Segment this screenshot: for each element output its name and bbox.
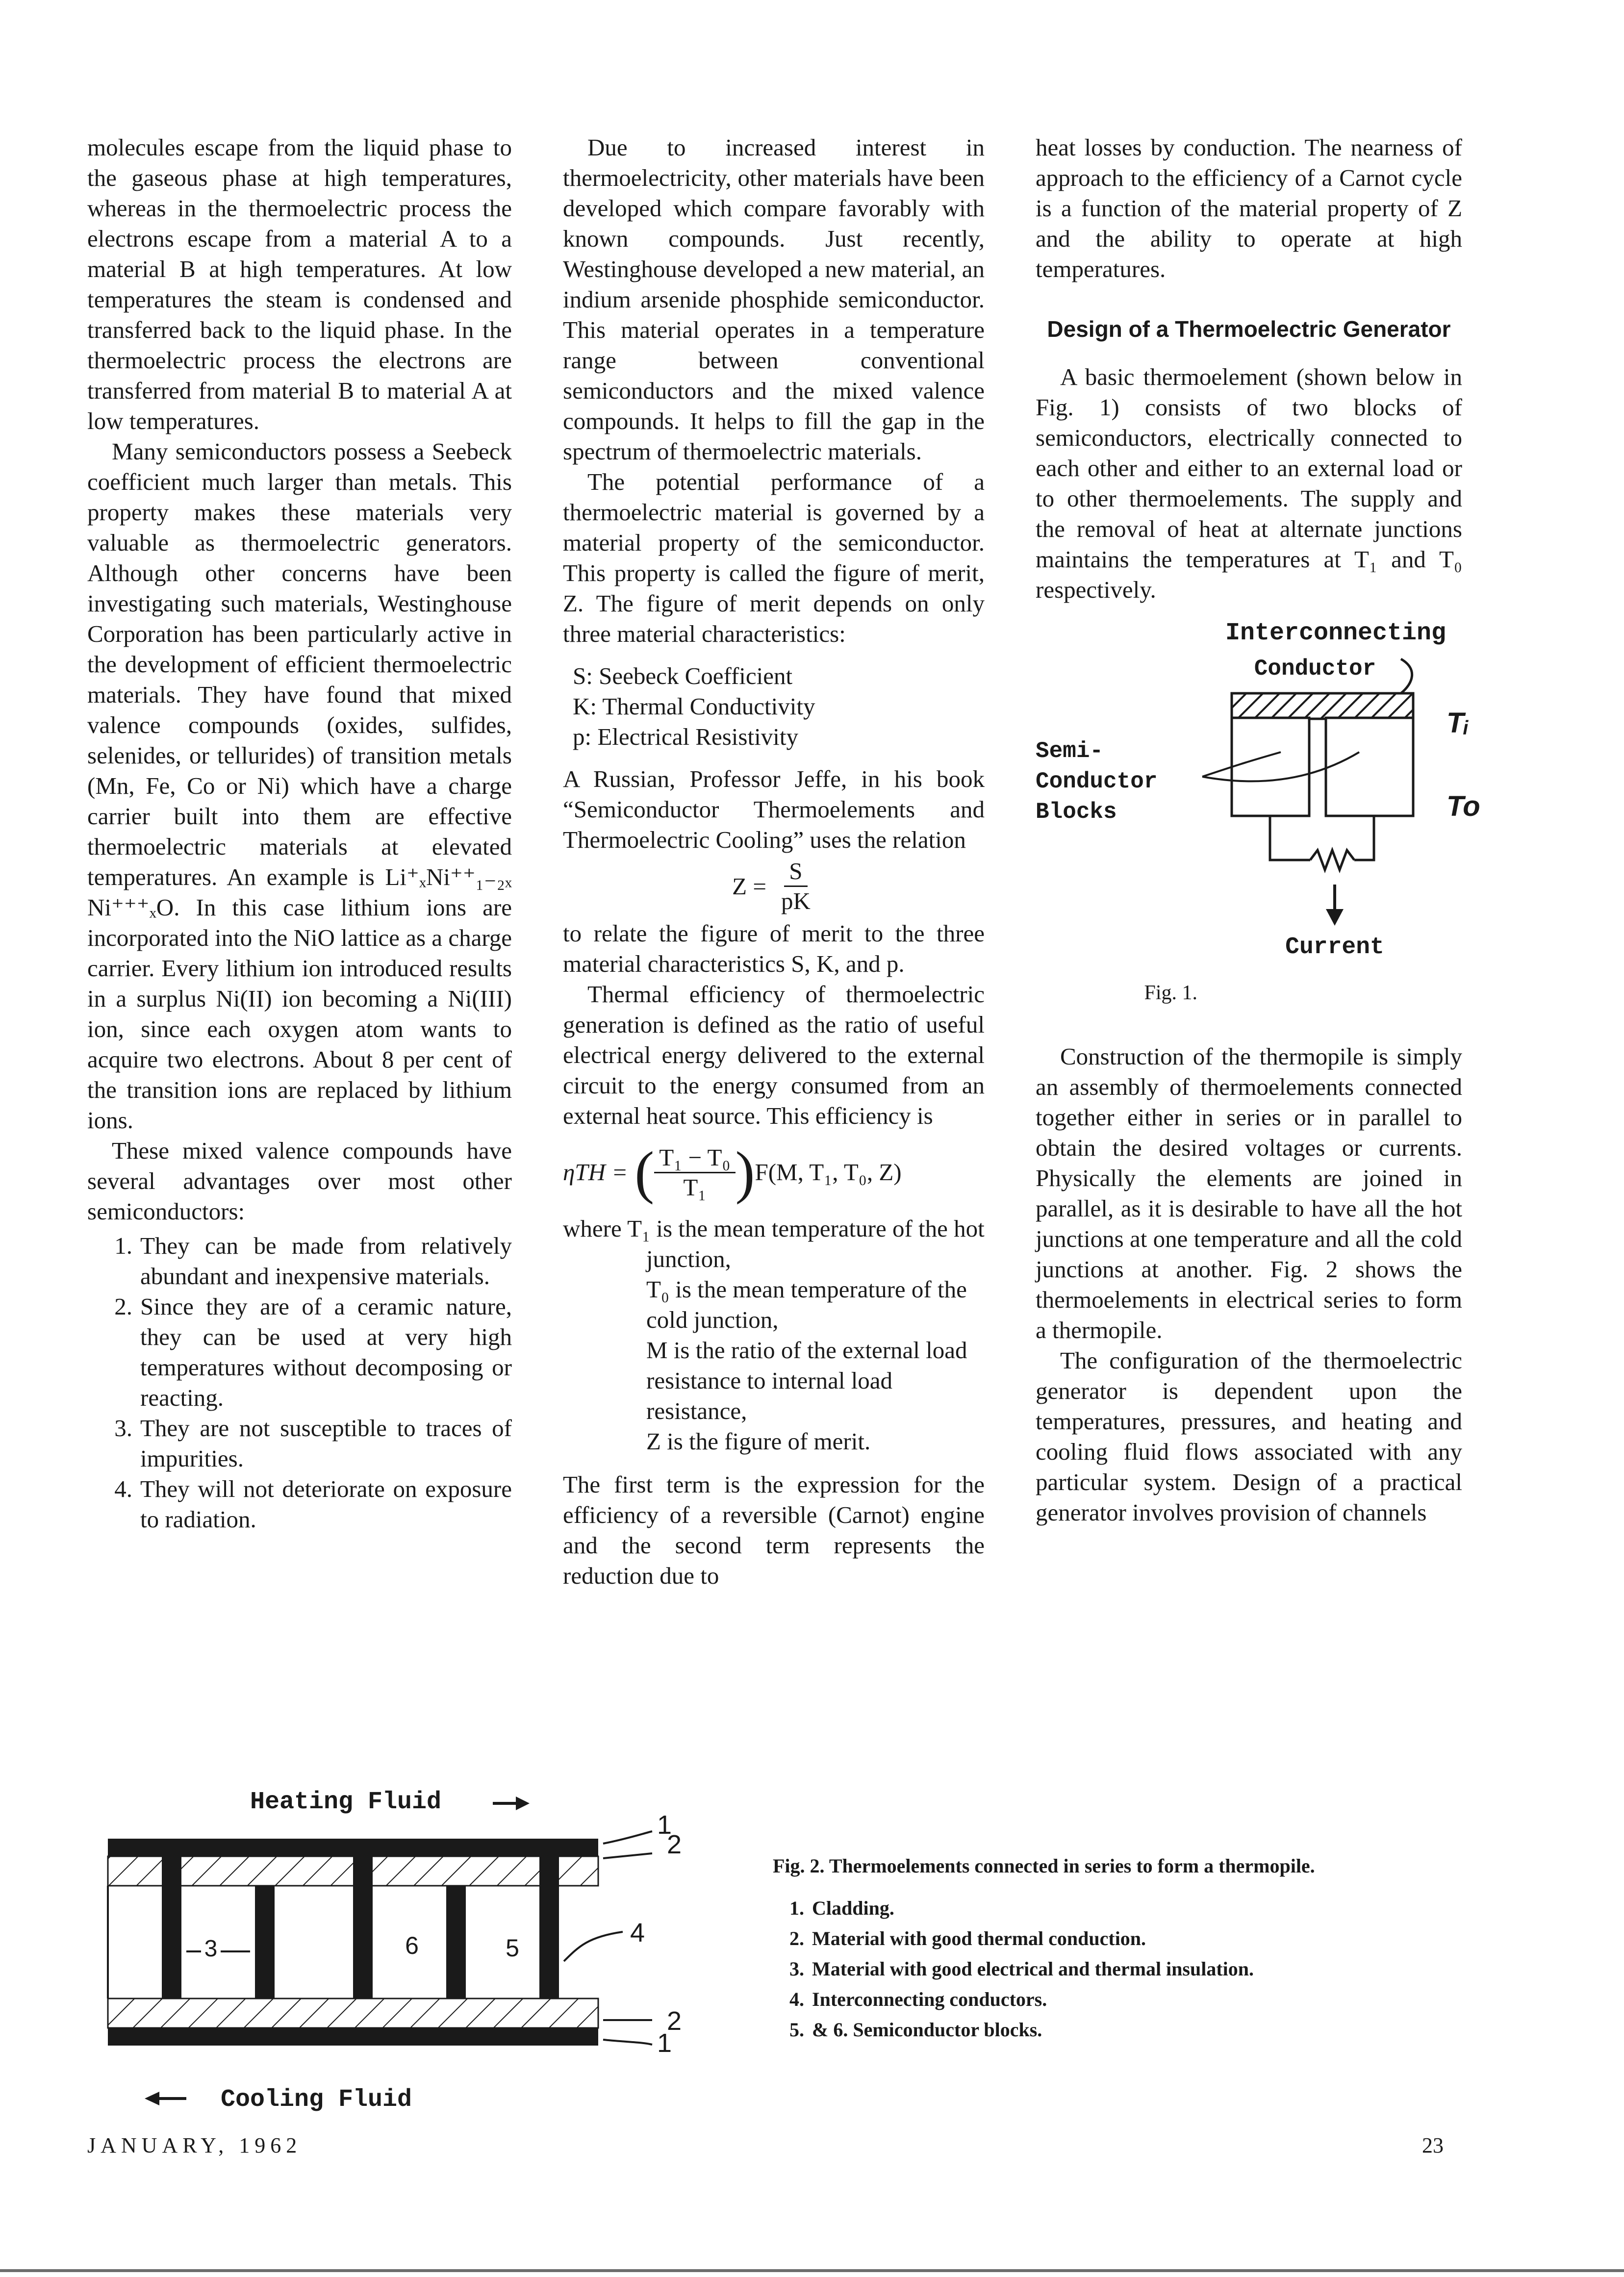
label-cold-temp: To bbox=[1446, 790, 1480, 822]
legend-number: 1. bbox=[789, 1897, 804, 1919]
paragraph: The first term is the expression for the efficiency of a reversible (Carnot) engine and the second term represents the reduction due to bbox=[563, 1471, 985, 1589]
formula-lhs: ηTH = bbox=[563, 1159, 628, 1186]
legend-item bbox=[773, 1923, 1469, 1954]
label-cooling-fluid: Cooling Fluid bbox=[221, 2086, 412, 2114]
paragraph: A Russian, Professor Jeffe, in his book “Semiconductor Thermoelements and Thermoelectric Cooling” uses the relation bbox=[563, 765, 985, 853]
property-item: S: Seebeck Coefficient bbox=[573, 662, 793, 689]
legend-text: Material with good electrical and thermal insulation. bbox=[812, 1958, 1254, 1980]
interconnecting-conductor bbox=[353, 1856, 373, 1999]
column-2 bbox=[563, 132, 985, 1591]
right-paren: ) bbox=[735, 1139, 755, 1205]
legend-text: Material with good thermal conduction. bbox=[812, 1927, 1146, 1949]
conductor-pointer bbox=[1401, 659, 1412, 693]
figure-of-merit-formula bbox=[563, 857, 985, 915]
section-heading: Design of a Thermoelectric Generator bbox=[1047, 316, 1451, 342]
fraction bbox=[776, 857, 815, 915]
bottom-conductive-layer bbox=[108, 1999, 598, 2028]
figure-2 bbox=[98, 1785, 736, 2123]
list-number: 3. bbox=[114, 1415, 132, 1442]
paragraph: to relate the figure of merit to the three material characteristics S, K, and p. bbox=[563, 920, 985, 977]
legend-number: 2. bbox=[789, 1927, 804, 1949]
formula-lhs: Z = bbox=[732, 872, 766, 900]
paragraph: A basic thermoelement (shown below in Fig. 1) consists of two blocks of semiconductors, electrically connected to each other and either to an external load or to other thermoelements. The supply and the removal of heat at alternate junctions maintains the temperatures at T₁ and T₀ respectively. bbox=[1036, 363, 1462, 603]
column-3 bbox=[1036, 132, 1480, 1528]
fraction bbox=[654, 1143, 735, 1202]
definition-item: T₀ is the mean temperature of the cold junction, bbox=[646, 1276, 967, 1333]
load-resistor bbox=[1310, 850, 1354, 870]
list-number: 2. bbox=[114, 1293, 132, 1320]
label-6: 6 bbox=[405, 1932, 419, 1959]
label-current: Current bbox=[1285, 934, 1384, 961]
label-interconnecting: Interconnecting bbox=[1225, 619, 1446, 647]
list-item bbox=[87, 1231, 512, 1291]
label-3: 3 bbox=[204, 1936, 218, 1962]
label-heating-fluid: Heating Fluid bbox=[250, 1788, 442, 1816]
paragraph: The potential performance of a thermoelectric material is governed by a material property of the semiconductor. This property is called the figure of merit, Z. The figure of merit depends on only three material characteristics: bbox=[563, 468, 985, 647]
label-4: 4 bbox=[630, 1918, 645, 1948]
semiconductor-block-right bbox=[1326, 718, 1413, 816]
legend-item bbox=[773, 1893, 1469, 1923]
load-wire-left bbox=[1270, 816, 1310, 860]
label-1-bottom: 1 bbox=[657, 2028, 672, 2058]
label-conductor: Conductor bbox=[1254, 656, 1376, 682]
advantages-list bbox=[87, 1231, 512, 1535]
efficiency-formula bbox=[563, 1139, 985, 1205]
paragraph: Many semiconductors possess a Seebeck coefficient much larger than metals. This property makes these materials very valuable as thermoelectric generators. Although other concerns have been investigating such materials, Westinghouse Corporation has been particularly active in the development of efficient thermoelectric materials. They have found that mixed valence compounds (oxides, sulfides, selenides, or tellurides) of transition metals (Mn, Fe, Co or Ni) which have a charge carrier built into them are effective thermoelectric materials at elevated temperatures. An example is Li⁺ₓNi⁺⁺₁₋₂ₓ Ni⁺⁺⁺ₓO. In this case lithium ions are incorporated into the NiO lattice as a charge carrier. Every lithium ion introduced results in a surplus Ni(II) ion becoming a Ni(III) ion, since each oxygen atom wants to acquire two electrons. About 8 per cent of the transition ions are replaced by lithium ions. bbox=[87, 438, 512, 1134]
current-arrow-head bbox=[1326, 909, 1344, 926]
page-number: 23 bbox=[1422, 2133, 1444, 2157]
formula-rhs: F(M, T₁, T₀, Z) bbox=[755, 1159, 902, 1186]
label-5: 5 bbox=[506, 1934, 519, 1962]
legend-text: Cladding. bbox=[812, 1897, 894, 1919]
paragraph: heat losses by conduction. The nearness of approach to the efficiency of a Carnot cycle is a function of the material property of Z and the ability to operate at high temperatures. bbox=[1036, 134, 1462, 282]
label-blocks: Blocks bbox=[1036, 799, 1117, 825]
pointer-4 bbox=[564, 1932, 623, 1961]
legend-text: Interconnecting conductors. bbox=[812, 1988, 1047, 2010]
legend-number: 5. bbox=[789, 2019, 804, 2041]
list-text: They will not deteriorate on exposure to radiation. bbox=[140, 1475, 512, 1533]
cooling-arrow-head bbox=[145, 2092, 159, 2105]
list-item bbox=[87, 1413, 512, 1474]
pointer-1-bottom bbox=[603, 2040, 652, 2045]
material-properties-list bbox=[573, 661, 985, 752]
fraction-denominator: pK bbox=[781, 887, 811, 914]
figure-1 bbox=[1036, 619, 1480, 1041]
label-2-bottom: 2 bbox=[667, 2006, 682, 2036]
figure-2-title: Fig. 2. Thermoelements connected in series to form a thermopile. bbox=[773, 1855, 1315, 1877]
definition-item: where T₁ is the mean temperature of the hot junction, bbox=[563, 1215, 985, 1272]
legend-number: 3. bbox=[789, 1958, 804, 1980]
load-wire-right bbox=[1354, 816, 1374, 860]
semiconductor-block-left bbox=[1232, 718, 1309, 816]
definition-item: Z is the figure of merit. bbox=[646, 1428, 871, 1455]
legend-item bbox=[773, 2015, 1469, 2045]
list-text: They can be made from relatively abundant and inexpensive materials. bbox=[140, 1232, 512, 1290]
property-item: K: Thermal Conductivity bbox=[573, 693, 815, 720]
interconnecting-conductor bbox=[1232, 693, 1413, 719]
paragraph: These mixed valence compounds have several advantages over most other semiconductors: bbox=[87, 1137, 512, 1225]
label-hot-temp: Tᵢ bbox=[1446, 707, 1469, 739]
paragraph: Due to increased interest in thermoelectricity, other materials have been developed which compare favorably with known compounds. Just recently, Westinghouse developed a new material, an indium arsenide phosphide semiconductor. This material operates in a temperature range between conventional semiconductors and the mixed valence compounds. It helps to fill the gap in the spectrum of thermoelectric materials. bbox=[563, 134, 985, 465]
definition-item: M is the ratio of the external load resistance to internal load resistance, bbox=[646, 1337, 967, 1424]
top-cladding bbox=[108, 1839, 598, 1856]
paragraph: Construction of the thermopile is simply an assembly of thermoelements connected together either in series or in parallel to obtain the desired voltages or currents. Physically the elements are joined in parallel, as it is desirable to have all the hot junctions at one temperature and all the cold junctions at another. Fig. 2 shows the thermoelements in electrical series to form a thermopile. bbox=[1036, 1043, 1462, 1343]
figure-1-caption: Fig. 1. bbox=[1144, 982, 1197, 1004]
legend-text: & 6. Semiconductor blocks. bbox=[812, 2019, 1042, 2041]
property-item: p: Electrical Resistivity bbox=[573, 723, 798, 750]
fraction-numerator: T₁ − T₀ bbox=[654, 1143, 735, 1173]
fraction-denominator: T₁ bbox=[683, 1173, 707, 1201]
thermoelement-diagram bbox=[1036, 619, 1480, 1002]
list-number: 4. bbox=[114, 1475, 132, 1502]
label-1-top: 1 bbox=[657, 1810, 672, 1840]
thermopile-diagram bbox=[98, 1785, 736, 2123]
scan-edge bbox=[0, 2269, 1624, 2272]
legend-item bbox=[773, 1984, 1469, 2015]
left-paren: ( bbox=[634, 1139, 655, 1205]
label-2-top: 2 bbox=[667, 1830, 682, 1859]
paragraph: Thermal efficiency of thermoelectric generation is defined as the ratio of useful electrical energy delivered to the external circuit to the energy consumed from an external heat source. This efficiency is bbox=[563, 981, 985, 1129]
legend-item bbox=[773, 1954, 1469, 1984]
list-text: Since they are of a ceramic nature, they can be used at very high temperatures without decomposing or reacting. bbox=[140, 1293, 512, 1411]
list-item bbox=[87, 1291, 512, 1413]
list-text: They are not susceptible to traces of impurities. bbox=[140, 1415, 512, 1472]
heating-arrow-head bbox=[516, 1796, 530, 1810]
list-number: 1. bbox=[114, 1232, 132, 1259]
label-semi: Semi- bbox=[1036, 738, 1104, 764]
legend-number: 4. bbox=[789, 1988, 804, 2010]
column-1 bbox=[87, 132, 512, 1535]
figure-2-caption bbox=[773, 1851, 1469, 2045]
pointer-1-top bbox=[603, 1831, 652, 1844]
list-item bbox=[87, 1474, 512, 1535]
label-conductor-2: Conductor bbox=[1036, 769, 1158, 794]
paragraph: The configuration of the thermoelectric generator is dependent upon the temperatures, pressures, and heating and cooling fluid flows associated with any particular system. Design of a practical generator involves provision of channels bbox=[1036, 1347, 1462, 1526]
pointer-2-top bbox=[603, 1853, 652, 1858]
figure-2-legend bbox=[773, 1893, 1469, 2045]
variable-definitions bbox=[563, 1214, 985, 1457]
paragraph: molecules escape from the liquid phase to the gaseous phase at high temperatures, whereas in the thermoelectric process the electrons escape from a material A to a material B at high temperatures. At low temperatures the steam is condensed and transferred back to the liquid phase. In the thermoelectric process the electrons are transferred from material B to material A at low temperatures. bbox=[87, 134, 512, 434]
footer-date: JANUARY, 1962 bbox=[87, 2133, 302, 2157]
fraction-numerator: S bbox=[784, 857, 807, 887]
bottom-cladding bbox=[108, 2028, 598, 2046]
